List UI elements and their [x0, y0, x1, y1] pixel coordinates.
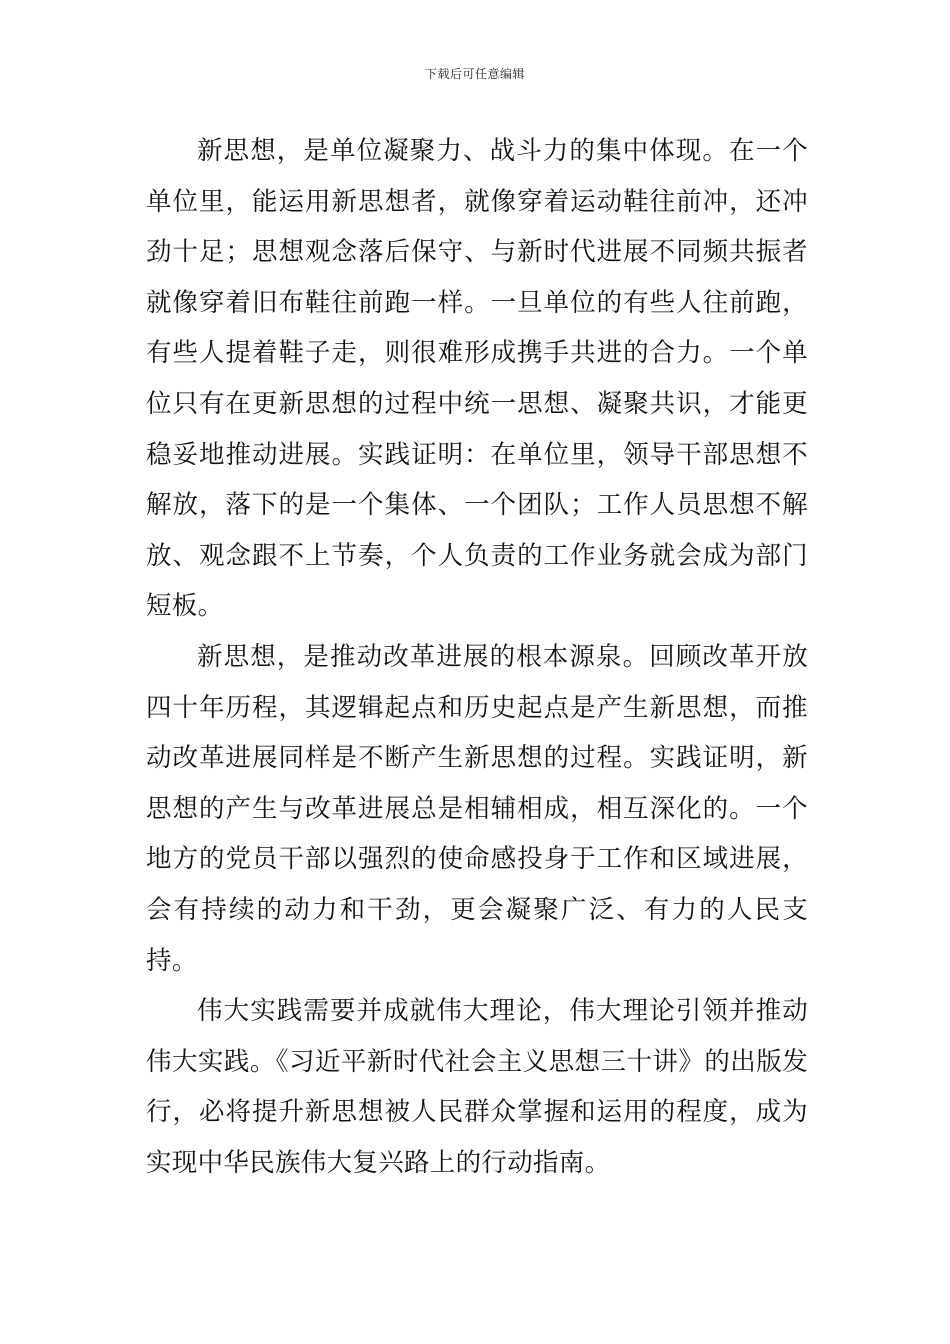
paragraph-1: 新思想，是单位凝聚力、战斗力的集中体现。在一个单位里，能运用新思想者，就像穿着运动鞋往前冲，还冲劲十足；思想观念落后保守、与新时代进展不同频共振者就像穿着旧布鞋往前跑一样。一旦单位的有些人往前跑，有些人提着鞋子走，则很难形成携手共进的合力。一个单位只有在更新思想的过程中统一思想、凝聚共识，才能更稳妥地推动进展。实践证明：在单位里，领导干部思想不解放，落下的是一个集体、一个团队；工作人员思想不解放、观念跟不上节奏，个人负责的工作业务就会成为部门短板。 — [146, 136, 808, 622]
header-note: 下载后可任意编辑 — [424, 67, 525, 81]
paragraph-3: 伟大实践需要并成就伟大理论，伟大理论引领并推动伟大实践。《习近平新时代社会主义思想三十讲》的出版发行，必将提升新思想被人民群众掌握和运用的程度，成为实现中华民族伟大复兴路上的行动指南。 — [146, 996, 808, 1178]
paragraph-2: 新思想，是推动改革进展的根本源泉。回顾改革开放四十年历程，其逻辑起点和历史起点是产生新思想，而推动改革进展同样是不断产生新思想的过程。实践证明，新思想的产生与改革进展总是相辅相成，相互深化的。一个地方的党员干部以强烈的使命感投身于工作和区域进展，会有持续的动力和干劲，更会凝聚广泛、有力的人民支持。 — [146, 641, 808, 976]
document-body — [146, 126, 808, 1188]
